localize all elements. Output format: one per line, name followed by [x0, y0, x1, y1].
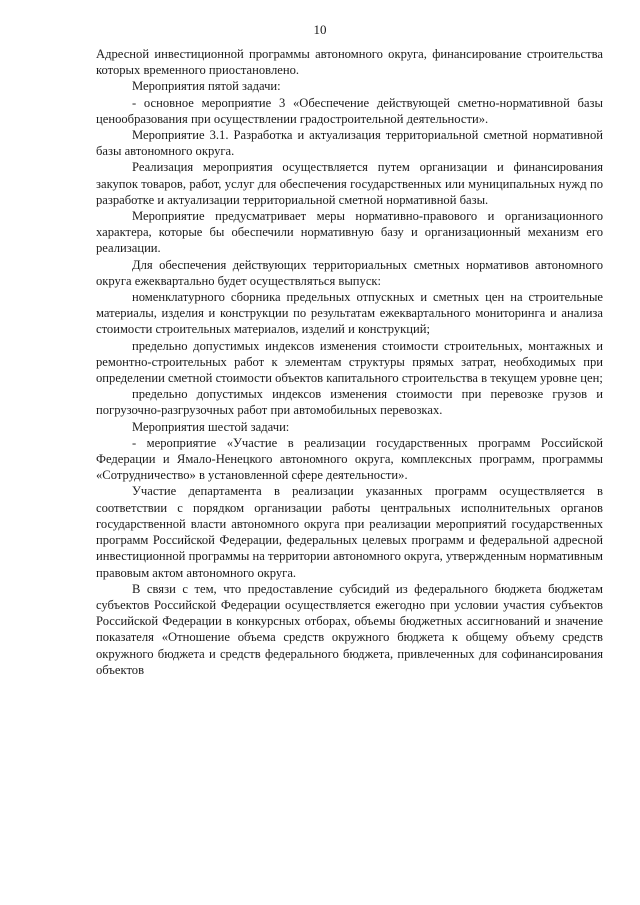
paragraph-task6-heading: Мероприятия шестой задачи:: [132, 419, 290, 434]
paragraph-task5-heading: Мероприятия пятой задачи:: [132, 79, 281, 94]
paragraph-construction-indices: предельно допустимых индексов изменения стоимости строительных, монтажных и ремонтно-строительных работ к элементам структуры прямых затрат, необходимых при определении сметной стоимости объектов капитального строительства в текущем уровне цен;: [96, 338, 603, 386]
paragraph-transport-indices: предельно допустимых индексов изменения стоимости при перевозке грузов и погрузочно-разгрузочных работ при автомобильных перевозках.: [96, 387, 603, 418]
paragraph-quarterly-release: Для обеспечения действующих территориальных сметных нормативов автономного округа ежеквартально будет осуществляться выпуск:: [96, 257, 603, 288]
paragraph-continuation: Адресной инвестиционной программы автономного округа, финансирование строительства которых временного приостановлено.: [96, 47, 603, 78]
paragraph-implementation: Реализация мероприятия осуществляется путем организации и финансирования закупок товаров, работ, услуг для обеспечения государственных или муниципальных нужд по разработке и актуализации территориальной сметной нормативной базы.: [96, 160, 603, 207]
paragraph-subsidies: В связи с тем, что предоставление субсидий из федерального бюджета бюджетам субъектов Российской Федерации осуществляется ежегодно при условии участия субъектов Российской Федерации в конкурсных отборах, объемы бюджетных ассигнований и значение показателя «Отношение объема средств окружного бюджета к общему объему средств окружного бюджета и средств федерального бюджета, привлеченных для софинансирования объектов: [96, 581, 603, 677]
paragraph-task6-activity: - мероприятие «Участие в реализации государственных программ Российской Федерации и Ямало-Ненецкого автономного округа, комплексных программ, программы «Сотрудничество» в установленной сфере деятельности».: [96, 435, 603, 483]
paragraph-price-collection: номенклатурного сборника предельных отпускных и сметных цен на строительные материалы, изделия и конструкции по результатам ежеквартального мониторинга и анализа стоимости строительных материалов, изделий и конструкций;: [96, 290, 603, 337]
paragraph-measures: Мероприятие предусматривает меры нормативно-правового и организационного характера, которые бы обеспечили нормативную базу и организационный механизм его реализации.: [96, 209, 603, 256]
page-number: 10: [313, 22, 327, 37]
paragraph-main-activity-3: - основное мероприятие 3 «Обеспечение действующей сметно-нормативной базы ценообразования при осуществлении градостроительной деятельности».: [96, 95, 603, 126]
page-body: [96, 46, 603, 678]
paragraph-activity-3-1: Мероприятие 3.1. Разработка и актуализация территориальной сметной нормативной базы автономного округа.: [96, 128, 603, 159]
paragraph-department-participation: Участие департамента в реализации указанных программ осуществляется в соответствии с порядком организации работы центральных исполнительных органов государственной власти автономного округа при реализации мероприятий государственных программ Российской Федерации, федеральных целевых программ и федеральной адресной инвестиционной программы на территории автономного округа, утвержденным нормативным правовым актом автономного округа.: [96, 484, 603, 580]
